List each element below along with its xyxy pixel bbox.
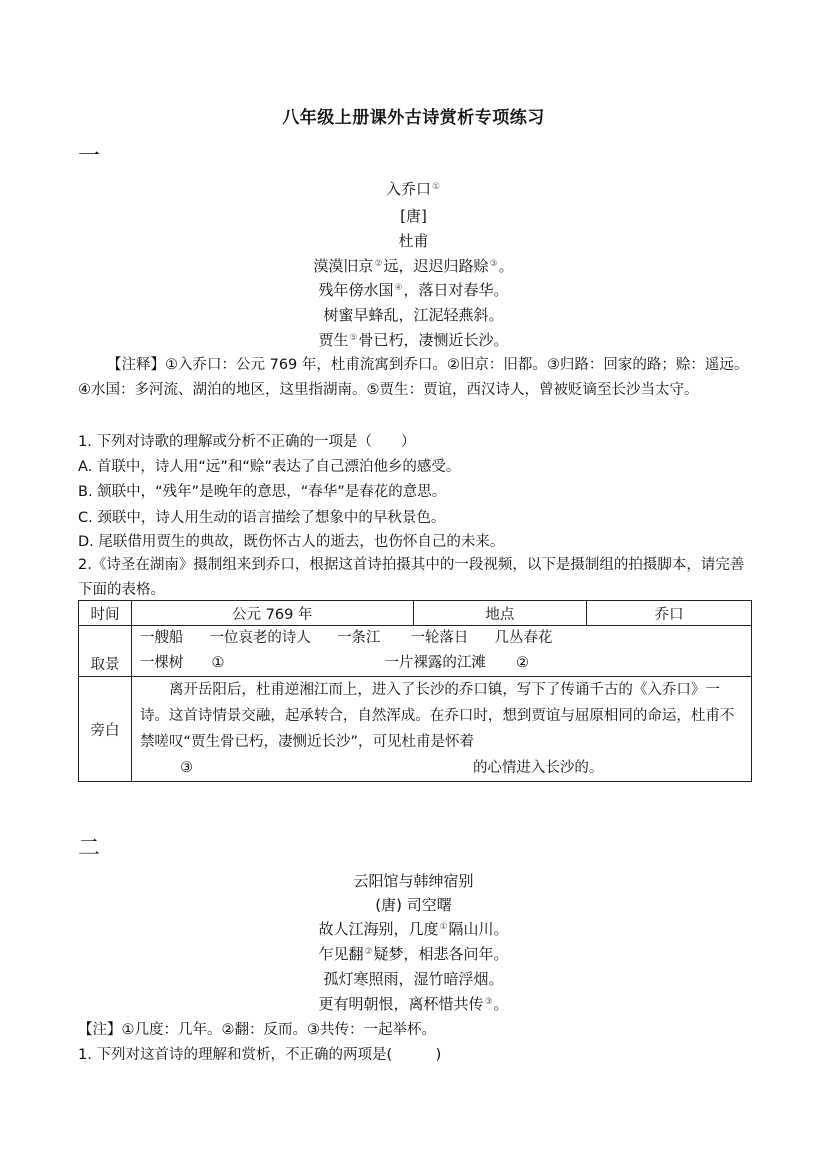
poem1-author: 杜甫 <box>398 232 429 250</box>
scene-item: 一片裸露的江滩 <box>384 655 486 671</box>
scene-line-2 <box>140 651 743 676</box>
table-row <box>79 601 752 626</box>
narration-label: 旁白 <box>79 677 132 782</box>
poem1-line-2: 残年傍水国④，落日对春华。 <box>318 281 509 299</box>
option-a: A. 首联中，诗人用“远”和“赊”表达了自己漂泊他乡的感受。 <box>78 459 461 475</box>
scene-item: 一棵树 <box>139 655 184 671</box>
narration-cell <box>131 677 751 782</box>
narration-end: 的心情进入长沙的。 <box>472 760 604 776</box>
poem1-notes: 【注释】①入乔口：公元 769 年，杜甫流寓到乔口。②旧京：旧都。③归路：回家的路；赊：遥远。④水国：多河流、湖泊的地区，这里指湖南。⑤贾生：贾谊，西汉诗人，曾被贬谪至长沙当太守。 <box>78 357 749 398</box>
poem2-line-4: 更有明朝恨，离杯惜共传③。 <box>318 995 509 1013</box>
option-c: C. 颈联中，诗人用生动的语言描绘了想象中的早秋景色。 <box>78 510 446 526</box>
poem1-dynasty: [唐] <box>400 207 427 225</box>
option-b: B. 颔联中，“残年”是晚年的意思，“春华”是春花的意思。 <box>78 484 447 500</box>
question-2-stem: 2.《诗圣在湖南》摄制组来到乔口，根据这首诗拍摄其中的一段视频，以下是摄制组的拍摄脚本，请完善下面的表格。 <box>78 557 745 598</box>
scene-label: 取景 <box>79 626 132 677</box>
narration-text: 离开岳阳后，杜甫逆湘江而上，进入了长沙的乔口镇，写下了传诵千古的《入乔口》一诗。这首诗情景交融，起承转合，自然浑成。在乔口时，想到贾谊与屈原相同的命运，杜甫不禁嗟叹“贾生骨已朽，凄恻近长沙”，可见杜甫是怀着 <box>139 682 735 750</box>
scene-line-1 <box>140 626 743 651</box>
poem2-title: 云阳馆与韩绅宿别 <box>353 872 474 890</box>
time-value: 公元 769 年 <box>131 601 413 626</box>
section-number-2: 二 <box>78 836 99 861</box>
place-value: 乔口 <box>587 601 752 626</box>
scene-item: 一位哀老的诗人 <box>209 630 311 646</box>
poem2-line-3: 孤灯寒照雨，湿竹暗浮烟。 <box>323 970 504 988</box>
poem2-dynasty-author: (唐) 司空曙 <box>375 896 452 914</box>
table-row <box>79 626 752 677</box>
scene-item: 一轮落日 <box>410 630 469 646</box>
poem2-line-2: 乍见翻②疑梦，相悲各问年。 <box>318 945 509 963</box>
poem1-line-3: 树蜜早蜂乱，江泥轻燕斜。 <box>323 306 504 324</box>
scene-cell <box>131 626 751 677</box>
poem1-title: 入乔口① <box>385 180 441 198</box>
question-1-stem: 1. 下列对诗歌的理解或分析不正确的一项是（ ） <box>78 434 416 450</box>
blank-3: ③ <box>179 760 193 776</box>
shooting-script-table <box>78 600 752 782</box>
poem1-line-4: 贾生⑤骨已朽，凄恻近长沙。 <box>318 331 509 349</box>
option-d: D. 尾联借用贾生的典故，既伤怀古人的逝去，也伤怀自己的未来。 <box>78 534 505 550</box>
table-row <box>79 677 752 782</box>
document-title: 八年级上册课外古诗赏析专项练习 <box>282 108 545 128</box>
scene-item: 一条江 <box>336 630 381 646</box>
section2-question-1: 1. 下列对这首诗的理解和赏析，不正确的两项是( ) <box>78 1047 442 1063</box>
blank-1: ① <box>211 655 225 671</box>
blank-2: ② <box>515 655 529 671</box>
scene-item: 几丛春花 <box>494 630 553 646</box>
scene-item: 一艘船 <box>139 630 184 646</box>
place-label: 地点 <box>413 601 587 626</box>
poem2-line-1: 故人江海别，几度①隔山川。 <box>318 920 509 938</box>
poem2-notes: 【注】①几度：几年。②翻：反而。③共传：一起举杯。 <box>78 1022 436 1038</box>
section-number-1: 一 <box>78 144 99 169</box>
narration-end-line <box>140 755 743 781</box>
note-marker: ① <box>431 182 441 192</box>
poem1-line-1: 漠漠旧京②远，迟迟归路赊③。 <box>313 257 514 275</box>
time-label: 时间 <box>79 601 132 626</box>
